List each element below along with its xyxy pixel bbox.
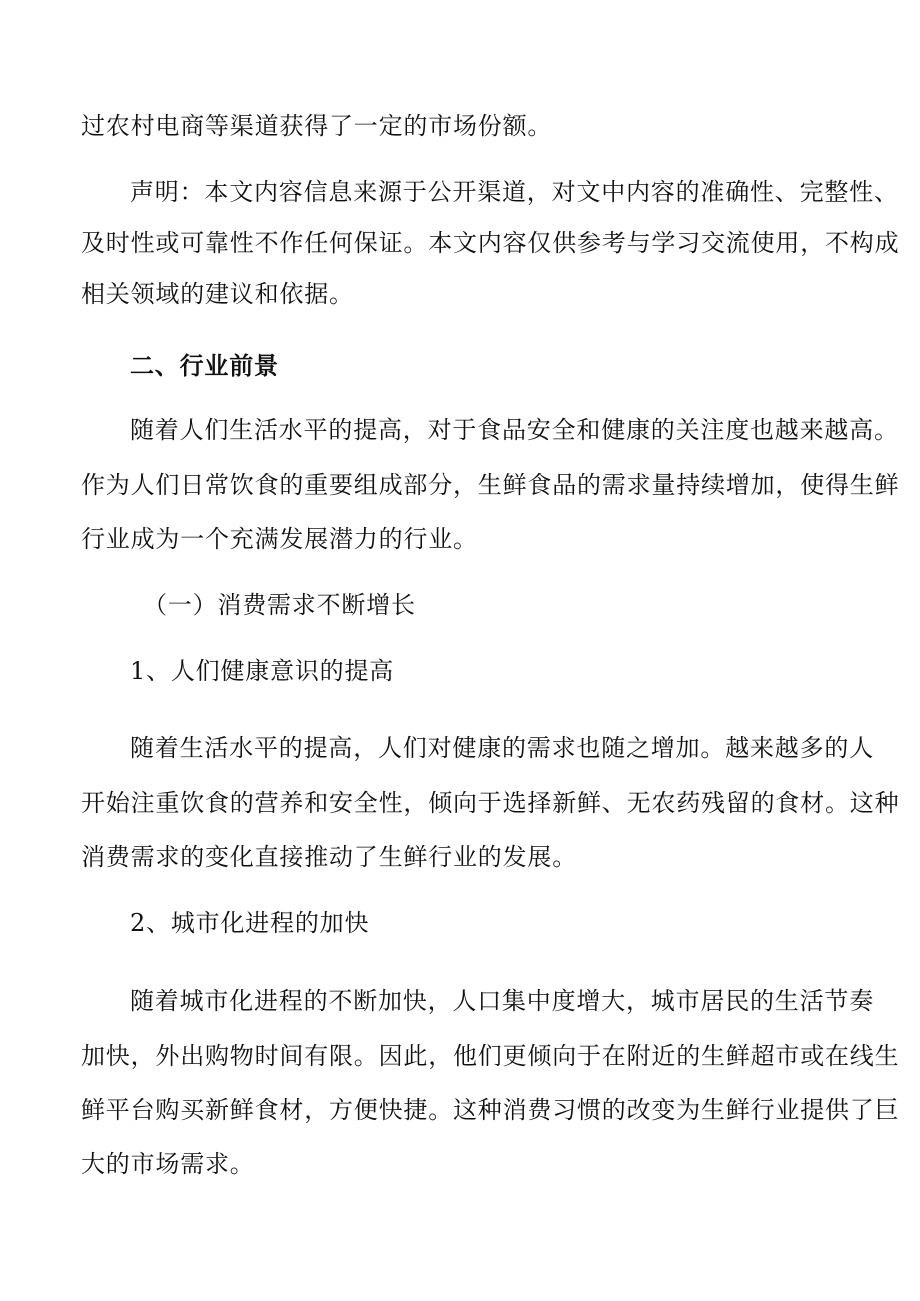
outlook-line: 作为人们日常饮食的重要组成部分，生鲜食品的需求量持续增加，使得生鲜 [81, 471, 900, 499]
item2-line: 随着城市化进程的不断加快，人口集中度增大，城市居民的生活节奏 [130, 987, 874, 1015]
item1-line: 随着生活水平的提高，人们对健康的需求也随之增加。越来越多的人 [130, 734, 874, 762]
item2-heading: 2、城市化进程的加快 [130, 909, 370, 937]
outlook-line: 随着人们生活水平的提高，对于食品安全和健康的关注度也越来越高。 [130, 416, 899, 444]
disclaimer-line: 及时性或可靠性不作任何保证。本文内容仅供参考与学习交流使用，不构成 [81, 229, 900, 257]
paragraph-intro-tail: 过农村电商等渠道获得了一定的市场份额。 [81, 112, 553, 140]
disclaimer-line: 相关领域的建议和依据。 [81, 280, 354, 308]
item1-line: 开始注重饮食的营养和安全性，倾向于选择新鲜、无农药残留的食材。这种 [81, 789, 900, 817]
section-heading: 二、行业前景 [130, 352, 279, 380]
item2-line: 鲜平台购买新鲜食材，方便快捷。这种消费习惯的改变为生鲜行业提供了巨 [81, 1096, 900, 1124]
item2-line: 大的市场需求。 [81, 1150, 255, 1178]
disclaimer-line: 声明：本文内容信息来源于公开渠道，对文中内容的准确性、完整性、 [130, 178, 899, 206]
item1-heading: 1、人们健康意识的提高 [130, 657, 395, 685]
item1-line: 消费需求的变化直接推动了生鲜行业的发展。 [81, 843, 577, 871]
outlook-line: 行业成为一个充满发展潜力的行业。 [81, 525, 478, 553]
subsection-heading: （一）消费需求不断增长 [143, 591, 416, 619]
item2-line: 加快，外出购物时间有限。因此，他们更倾向于在附近的生鲜超市或在线生 [81, 1042, 900, 1070]
